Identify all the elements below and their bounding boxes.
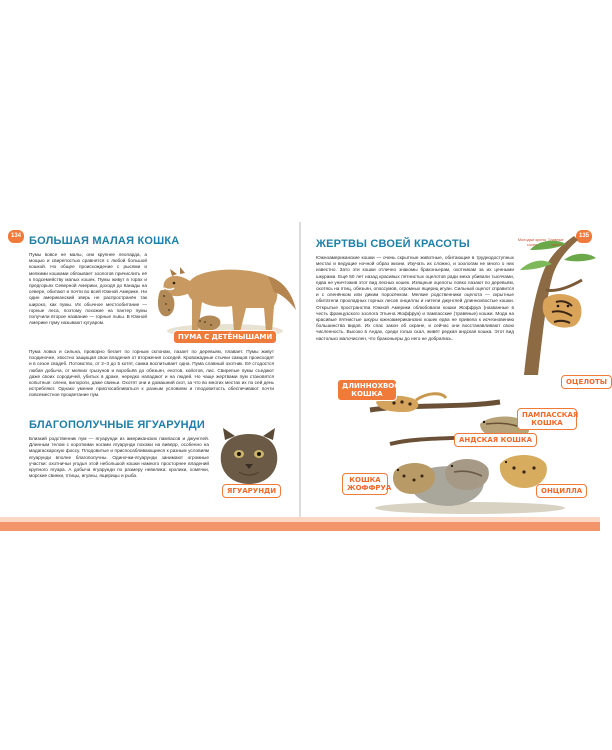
heading-victims-of-beauty: ЖЕРТВЫ СВОЕЙ КРАСОТЫ [316,238,470,250]
heading-puma: БОЛЬШАЯ МАЛАЯ КОШКА [29,235,180,247]
tag-ocelots: ОЦЕЛОТЫ [561,375,612,389]
puma-paragraph-1: Пумы вовсе не малы, они крупнее леопарда, а мощью и свирепостью сравнятся с любой большой кошкой. Но общее происхождение с рысями и мелкими кошками обязывает зоологов причислить её к подсемейству малых кошек. Пумы живут в горах и предгорьях Северной Америки, доходя до Канады на севере, обитают и почти во всей Южной Америке. Ни один американский зверь не распространён так широко, как пумы. Их обычное местообитание — горные леса, поэтому похожие на пантер пумы получили второе название — горные львы. В Южной Америке пуму называют кугуаром. [29,252,147,326]
bottom-decorative-bar [0,517,600,531]
tag-longtail-cat: ДЛИННОХВОСТАЯ КОШКА [337,379,397,401]
ocelot-tree-illustration [516,230,598,375]
jaguarundi-text [29,436,209,480]
tag-oncilla: ОНЦИЛЛА [536,484,587,498]
tag-pampas-cat: ПАМПАССКАЯ КОШКА [517,408,577,430]
tag-puma-with-cubs: ПУМА С ДЕТЁНЫШАМИ [173,330,277,344]
puma-paragraph-2: Пума ловка и сильна, проворно бегает по горным склонам, лазает по деревьям, плавает. Пумы живут поодиночке, хвостно защищая свои владения от вторжения соседей. Кровожадные стычки самцов происходят и в сезон свадеб. Потомство, от 2–3 до 5 котят, самка воспитывает одна. Пума славный охотник. Её стодостся любая добыча, от мелких грызунов и воробьёв до обезьян, енотов, койотов, лис. Свирепые пумы съедают даже своих сородичей, убитых в драке, нередко нападают и на людей. Но чаще жертвами пум становятся копытные: олени, вилороги, даже свиньи. Охотят они и домашний скот, за что во многих местах их по сей день истребляют. Однако умение приспосабливаться к разным условиям и плодовитость обеспечивают почти повсеместное процветание пум. [29,349,274,398]
book-spread [0,222,608,534]
tag-andean-cat: АНДСКАЯ КОШКА [454,433,537,447]
jaguarundi-illustration [213,424,285,486]
jaguarundi-paragraph: Близкий родственник пум — ягуарунди из американских пампасов и джунглей. Длинным телом с короткими ногами ягуарунди похожи на виверр, особенно на мадагаскарскую фоссу. Плодовитые и приспосабливающиеся к разным условиям ягуарунди вполне благополучны. Одиночки-ягуарунди занимают огромные участки: охотничьи угодья этой небольшой кошки намного просторнее владений крупного ягуара. А добыча ягуарунди по размеру невелика: кролики, хомячки, морские свинки, птицы, игуаны, ящерицы и рыба. [29,436,209,479]
puma-text-part2 [29,349,274,400]
right-main-text [316,255,514,343]
tag-jaguarundi: ЯГУАРУНДИ [222,484,281,498]
right-paragraph-1: Южноамериканские кошки — очень скрытные животные, обитающие в труднодоступных местах и ведущие ночной образ жизни. Изучать их сложно, и зоологам не много о них известно. Зато эти кошки отлично знакомы браконьерам, охотникам за их ценными шкурами. Ещё 50 лет назад красивых пятнистых оцелотов ради меха убивали тысячами, едва не уничтожив этот вид лесных кошек. Изящные оцелоты ловко лазают по деревьям, охотясь на птиц, обезьян, опоссумов, огромных ящериц игуан. Сильный оцелот справится и с оленёнком или диким поросёнком. Мелкие родственники оцелота — скрытные обитатели прохладных горных лесов онциллы и нители джунглей длиннохвостые кошки. Открытые пространства Южной Америки облюбовали кошки Жоффруа (названные в честь французского зоолога Этьена Жоффруа) и пампасские (травяные) кошки. Мода на красивые пятнистые шкуры южноамериканских кошек едва не привела к исчезновению большинства видов. Их спас закон об охране, и сейчас они восстанавливают свою численность. Высоко в Андах, среди голых скал, живёт редкая андская кошка. Этот вид настолько малочислен, что браконьеры до него не добрались. [316,255,514,341]
page-number-right: 135 [576,230,592,243]
puma-text-part1 [29,252,147,327]
note-young-crowns: Молодые кроны сосен [517,238,547,247]
note-main-parts: Главные части [548,238,564,247]
heading-jaguarundi: БЛАГОПОЛУЧНЫЕ ЯГУАРУНДИ [29,419,205,431]
bottom-bar-highlight [0,517,600,522]
tag-geoffroy-cat: КОШКА ЖОФФРУА [342,473,388,495]
page-number-left: 134 [8,230,24,243]
